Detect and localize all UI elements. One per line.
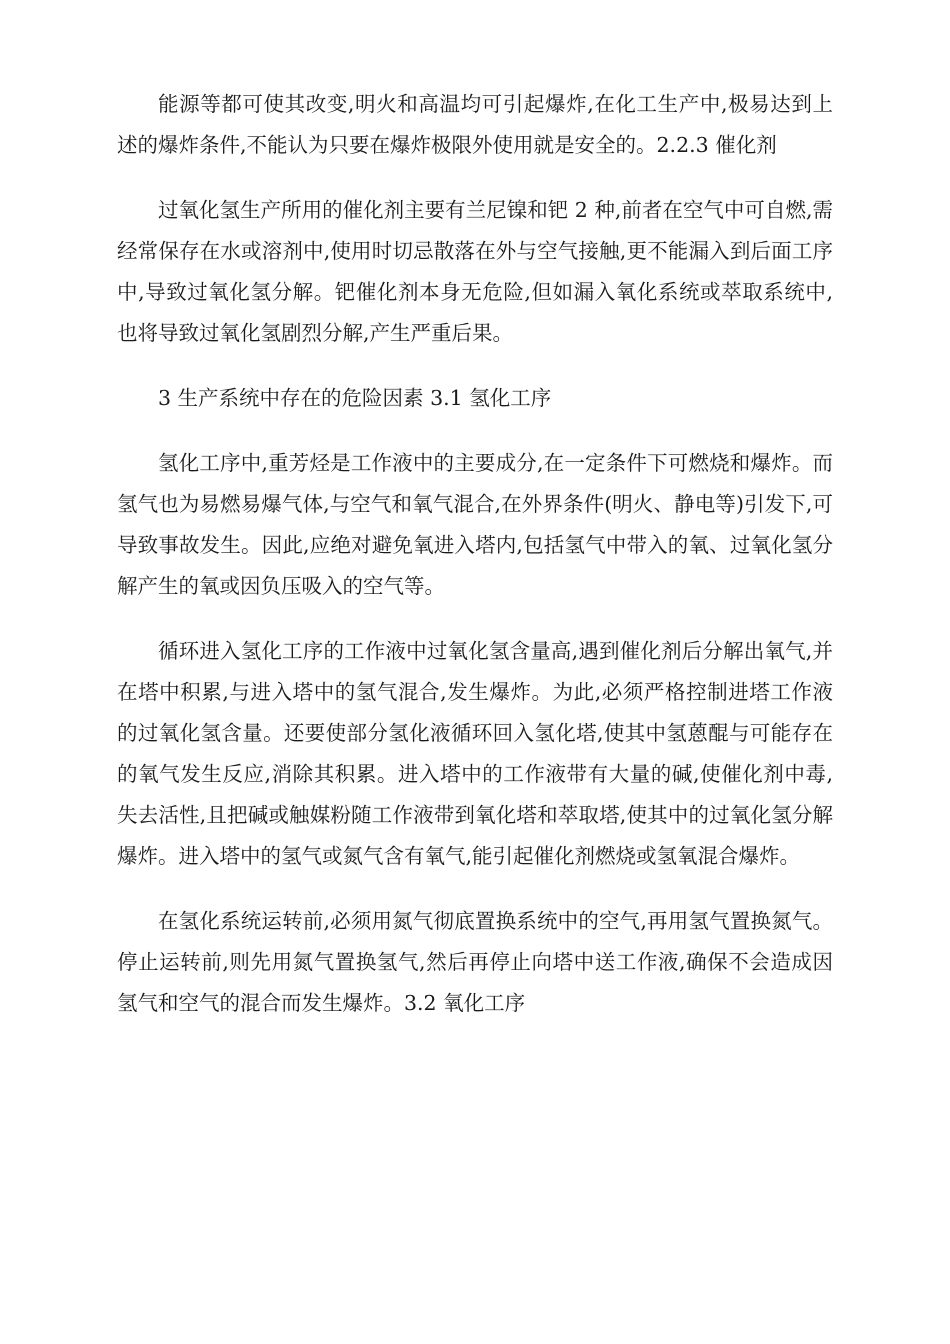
paragraph-section-3-heading: 3 生产系统中存在的危险因素 3.1 氢化工序 [158,386,552,410]
paragraph-hydrogenation-hazards: 氢化工序中,重芳烃是工作液中的主要成分,在一定条件下可燃烧和爆炸。而氢气也为易燃易爆气体,与空气和氧气混合,在外界条件(明火、静电等)引发下,可导致事故发生。因此,应绝对避免氧进入塔内,包括氢气中带入的氧、过氧化氢分解产生的氧或因负压吸入的空气等。 [117,451,833,598]
paragraph-catalyst: 过氧化氢生产所用的催化剂主要有兰尼镍和钯 2 种,前者在空气中可自燃,需经常保存在水或溶剂中,使用时切忌散落在外与空气接触,更不能漏入到后面工序中,导致过氧化氢分解。钯催化剂本身无危险,但如漏入氧化系统或萃取系统中,也将导致过氧化氢剧烈分解,产生严重后果。 [117,198,833,345]
paragraph-explosion-conditions: 能源等都可使其改变,明火和高温均可引起爆炸,在化工生产中,极易达到上述的爆炸条件,不能认为只要在爆炸极限外使用就是安全的。2.2.3 催化剂 [117,92,833,157]
document-body [117,84,833,1048]
paragraph-nitrogen-purge: 在氢化系统运转前,必须用氮气彻底置换系统中的空气,再用氢气置换氮气。停止运转前,则先用氮气置换氢气,然后再停止向塔中送工作液,确保不会造成因氢气和空气的混合而发生爆炸。3.2 氧化工序 [117,909,833,1015]
paragraph-working-fluid-circulation: 循环进入氢化工序的工作液中过氧化氢含量高,遇到催化剂后分解出氧气,并在塔中积累,与进入塔中的氢气混合,发生爆炸。为此,必须严格控制进塔工作液的过氧化氢含量。还要使部分氢化液循环回入氢化塔,使其中氢蒽醌与可能存在的氧气发生反应,消除其积累。进入塔中的工作液带有大量的碱,使催化剂中毒,失去活性,且把碱或触媒粉随工作液带到氧化塔和萃取塔,使其中的过氧化氢分解爆炸。进入塔中的氢气或氮气含有氧气,能引起催化剂燃烧或氢氧混合爆炸。 [117,639,833,868]
